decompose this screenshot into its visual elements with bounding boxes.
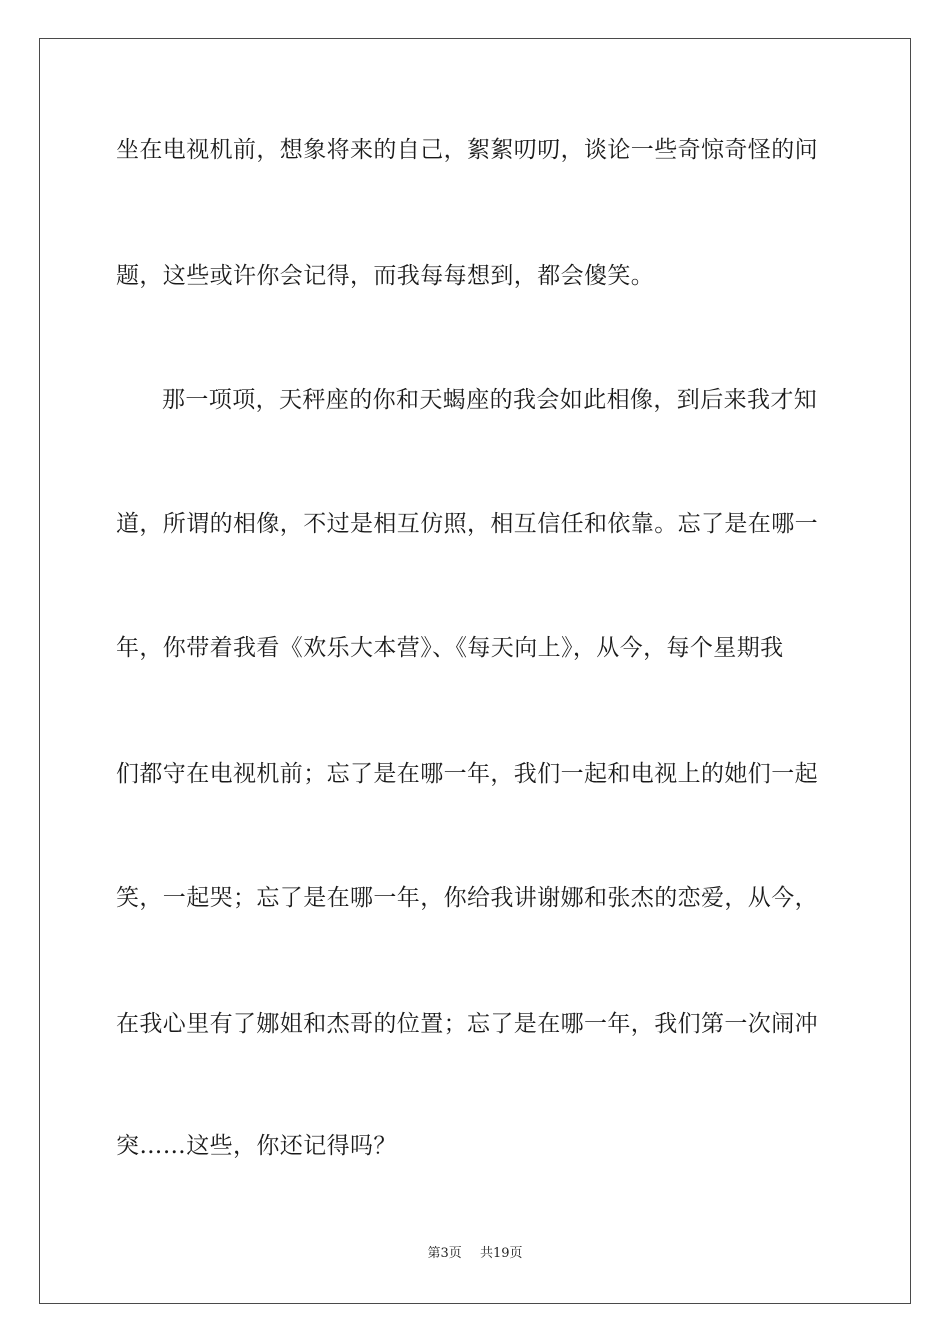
paragraph-line: 们都守在电视机前；忘了是在哪一年，我们一起和电视上的她们一起 <box>116 761 818 787</box>
paragraph-line: 坐在电视机前，想象将来的自己，絮絮叨叨，谈论一些奇惊奇怪的问 <box>116 137 818 163</box>
paragraph-line: 突……这些，你还记得吗？ <box>116 1133 397 1159</box>
paragraph-line: 那一项项，天秤座的你和天蝎座的我会如此相像，到后来我才知 <box>162 387 818 413</box>
paragraph-line: 道，所谓的相像，不过是相互仿照，相互信任和依靠。忘了是在哪一 <box>116 511 818 537</box>
paragraph-line: 年，你带着我看《欢乐大本营》、《每天向上》，从今，每个星期我 <box>116 635 784 661</box>
page-border <box>39 38 911 1304</box>
page-footer <box>0 1245 950 1263</box>
page-number: 第3页 <box>427 1246 462 1261</box>
paragraph-line: 笑，一起哭；忘了是在哪一年，你给我讲谢娜和张杰的恋爱，从今， <box>116 885 818 911</box>
paragraph-line: 在我心里有了娜姐和杰哥的位置；忘了是在哪一年，我们第一次闹冲 <box>116 1011 818 1037</box>
paragraph-line: 题，这些或许你会记得，而我每每想到，都会傻笑。 <box>116 263 655 289</box>
page-total: 共19页 <box>479 1246 523 1261</box>
